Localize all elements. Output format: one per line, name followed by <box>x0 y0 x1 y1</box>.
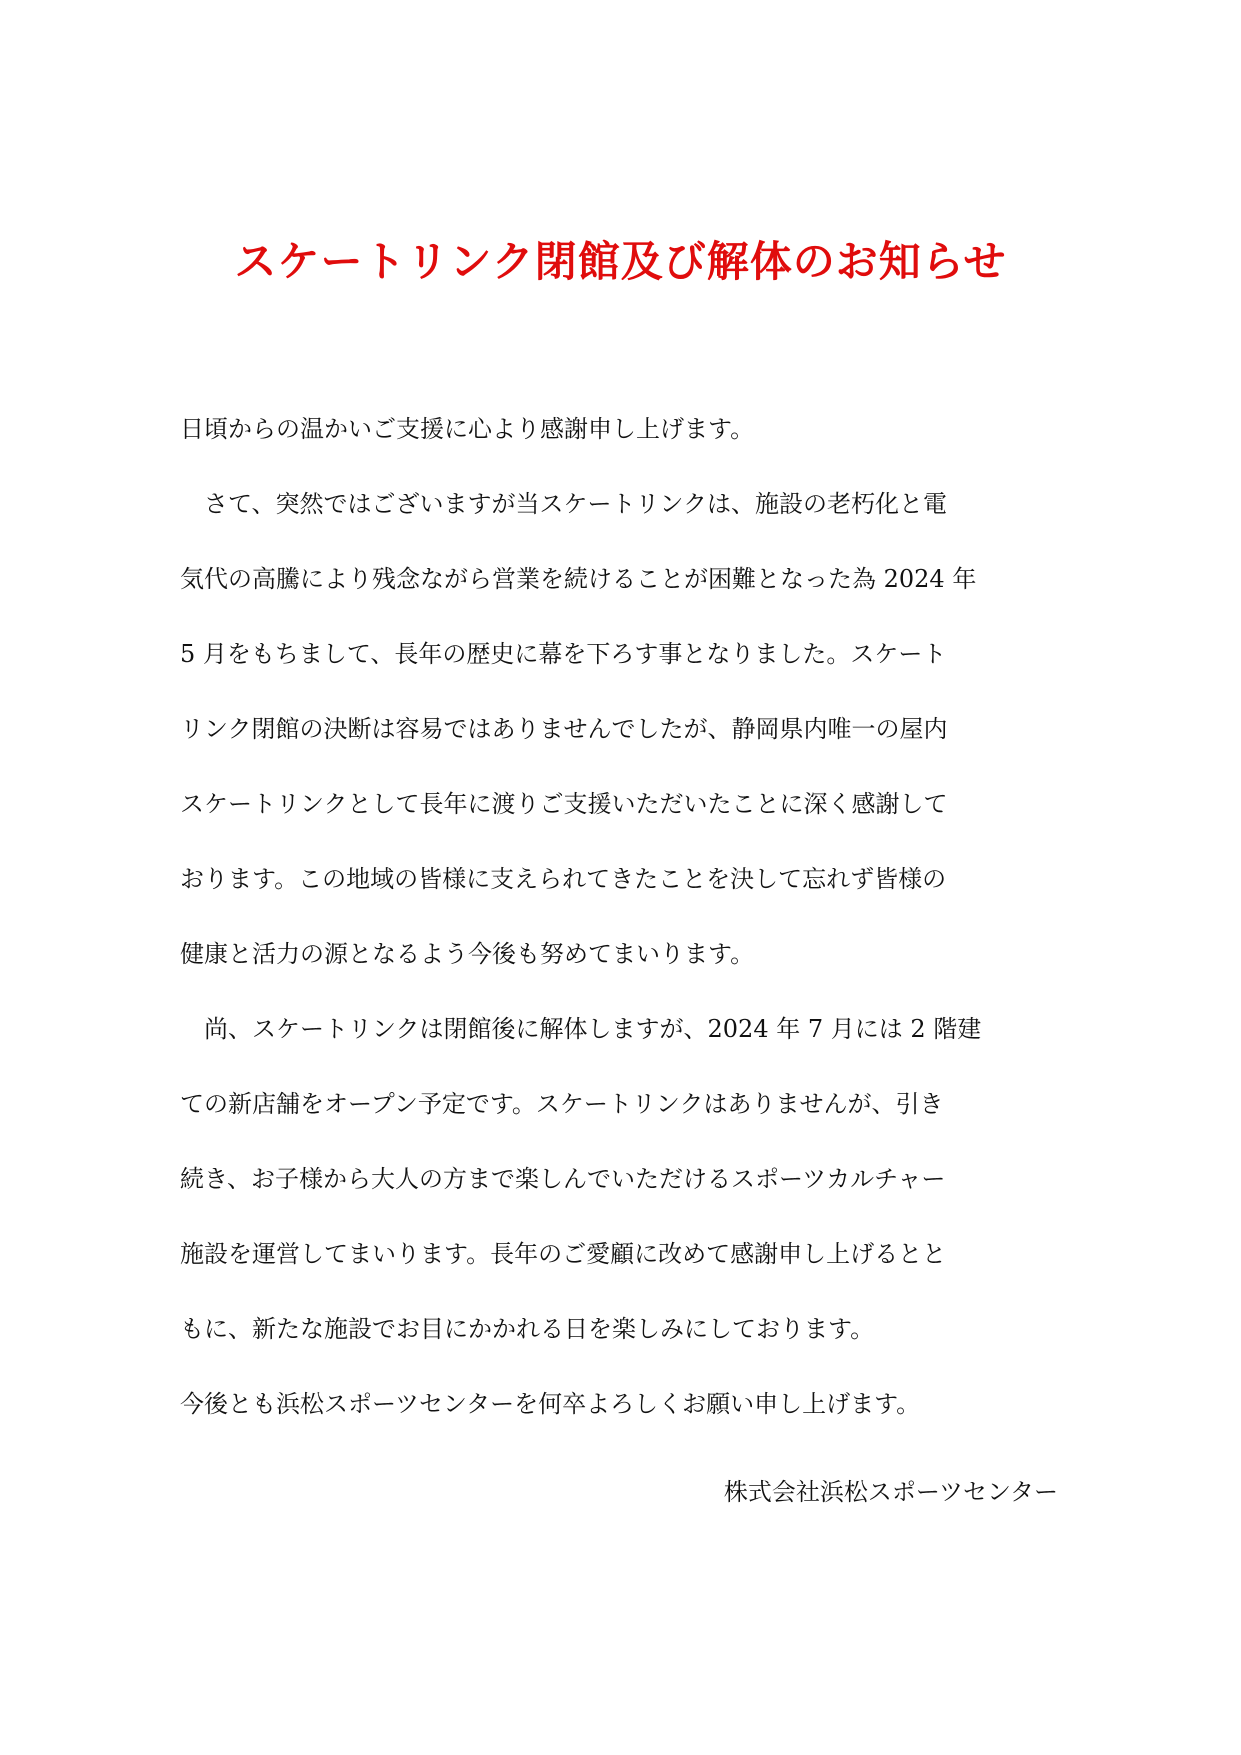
body-line-9: 尚、スケートリンクは閉館後に解体しますが、2024 年 7 月には 2 階建 <box>180 1015 982 1043</box>
body-line-4: 5 月をもちまして、長年の歴史に幕を下ろす事となりました。スケート <box>180 640 947 668</box>
body-line-3: 気代の高騰により残念ながら営業を続けることが困難となった為 2024 年 <box>180 565 977 593</box>
body-line-8: 健康と活力の源となるよう今後も努めてまいります。 <box>180 940 755 968</box>
body-line-5: リンク閉館の決断は容易ではありませんでしたが、静岡県内唯一の屋内 <box>180 715 948 743</box>
page-title: スケートリンク閉館及び解体のお知らせ <box>234 237 1007 286</box>
body-line-2: さて、突然ではございますが当スケートリンクは、施設の老朽化と電 <box>180 490 948 518</box>
body-line-12: 施設を運営してまいります。長年のご愛顧に改めて感謝申し上げるとと <box>180 1240 947 1268</box>
body-line-6: スケートリンクとして長年に渡りご支援いただいたことに深く感謝して <box>180 790 948 818</box>
body-line-11: 続き、お子様から大人の方まで楽しんでいただけるスポーツカルチャー <box>180 1165 946 1193</box>
body-line-1: 日頃からの温かいご支援に心より感謝申し上げます。 <box>180 415 755 443</box>
body-line-10: ての新店舗をオープン予定です。スケートリンクはありませんが、引き <box>180 1090 944 1118</box>
signature-company: 株式会社浜松スポーツセンター <box>723 1478 1058 1506</box>
body-line-13: もに、新たな施設でお目にかかれる日を楽しみにしております。 <box>180 1315 875 1343</box>
body-line-14: 今後とも浜松スポーツセンターを何卒よろしくお願い申し上げます。 <box>180 1390 921 1418</box>
body-line-7: おります。この地域の皆様に支えられてきたことを決して忘れず皆様の <box>180 865 947 893</box>
